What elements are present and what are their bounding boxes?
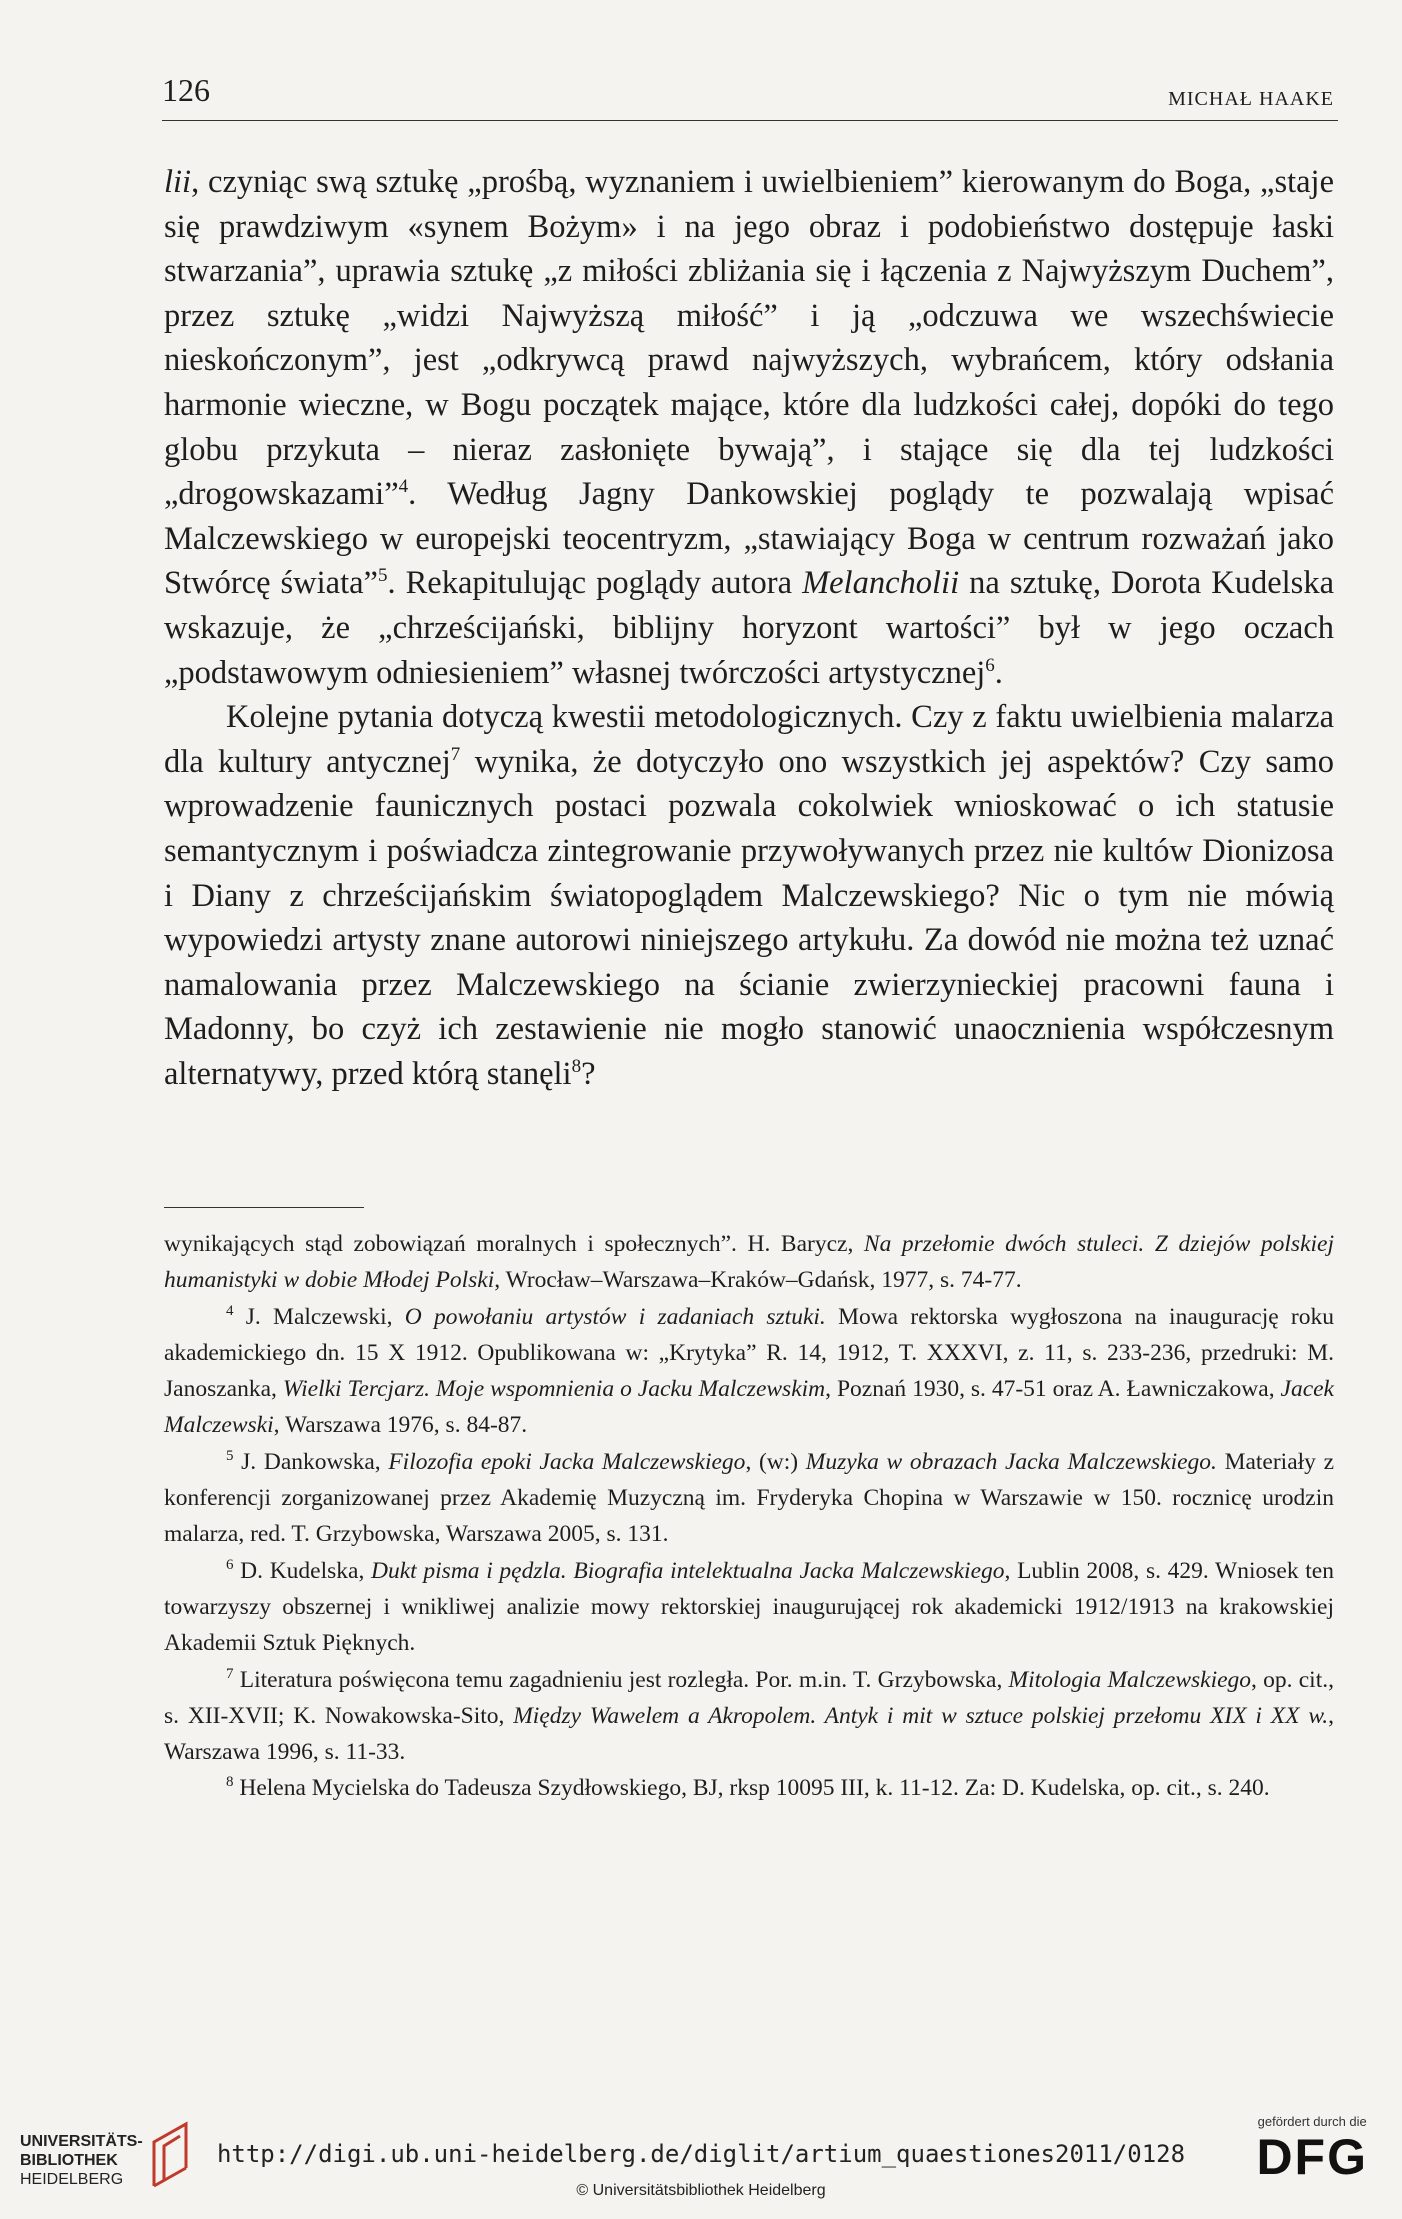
footnote-number: 4: [226, 1302, 234, 1319]
text-span: , (w:): [745, 1448, 806, 1475]
footnote-7: [164, 1662, 1334, 1771]
footnote-number: 6: [226, 1556, 234, 1573]
text-span: Muzyka w obrazach Jacka Malczewskiego.: [805, 1448, 1217, 1475]
text-span: Jacek Malczewski: [164, 1376, 1334, 1439]
footnote-number: 7: [226, 1665, 234, 1682]
dfg-logo[interactable]: [1256, 2114, 1368, 2185]
text-span: D. Kudelska,: [233, 1557, 372, 1584]
text-span: .: [994, 654, 1003, 691]
text-span: na sztukę, Dorota Kudelska wskazuje, że „chrześcijański, biblijny horyzont wartości” był w jego oczach „podstawowym odniesieniem” własnej twórczości artystycznej: [164, 565, 1334, 691]
footnote-ref-6[interactable]: 6: [985, 654, 995, 676]
dfg-wordmark: DFG: [1256, 2129, 1368, 2185]
text-span: Kolejne pytania dotyczą kwestii metodologicznych. Czy z faktu uwielbienia malarza dla kultury antycznej: [164, 699, 1334, 780]
footnote-rule: [164, 1207, 364, 1208]
text-span: lii: [164, 164, 192, 200]
text-span: , Warszawa 1976, s. 84-87.: [273, 1412, 528, 1439]
text-span: wynika, że dotyczyło ono wszystkich jej aspektów? Czy samo wprowadzenie faunicznych postaci pozwala cokolwiek wnioskować o ich statusie semantycznym i poświadcza zintegrowanie przywoływanych przez nie kultów Dionizosa i Diany z chrześcijańskim światopoglądem Malczewskiego? Nic o tym nie mówią wypowiedzi artysty znane autorowi niniejszego artykułu. Za dowód nie można też uznać namalowania przez Malczewskiego na ścianie zwierzynieckiej pracowni fauna i Madonny, bo czyż ich zestawienie nie mogło stanowić unaocznienia współczesnym alternatywy, przed którą stanęli: [164, 743, 1334, 1092]
footnotes: [164, 1226, 1334, 1807]
footnote-number: 8: [226, 1774, 234, 1791]
text-span: Dukt pisma i pędzla. Biografia intelektualna Jacka Malczewskiego: [371, 1557, 1005, 1584]
text-span: Na przełomie dwóch stuleci. Z dziejów polskiej humanistyki w dobie Młodej Polski: [164, 1231, 1334, 1294]
text-span: J. Dankowska,: [233, 1448, 389, 1475]
library-name-line1: UNIVERSITÄTS-: [20, 2133, 143, 2150]
text-span: , Poznań 1930, s. 47-51 oraz A. Ławniczakowa,: [825, 1376, 1281, 1403]
text-span: Helena Mycielska do Tadeusza Szydłowskiego, BJ, rksp 10095 III, k. 11-12. Za: D. Kudelska, op. cit., s. 240.: [233, 1775, 1270, 1802]
paragraph-2: [164, 695, 1334, 1096]
text-span: ?: [581, 1055, 596, 1092]
body-text: [164, 160, 1334, 1096]
footer-url-link[interactable]: http://digi.ub.uni-heidelberg.de/diglit/artium_quaestiones2011/0128: [216, 2140, 1186, 2168]
text-span: wynikających stąd zobowiązań moralnych i społecznych”. H. Barycz,: [164, 1231, 864, 1257]
text-span: . Rekapitulując poglądy autora: [387, 565, 803, 602]
header-rule: [162, 120, 1338, 121]
footnote-ref-7[interactable]: 7: [450, 743, 461, 765]
footnote-6: [164, 1553, 1334, 1662]
paragraph-1: [164, 160, 1334, 695]
text-span: O powołaniu artystów i zadaniach sztuki.: [404, 1303, 826, 1330]
footnote-ref-5[interactable]: 5: [377, 565, 388, 587]
text-span: Melancholii: [802, 565, 960, 602]
footnote-continuation: [164, 1226, 1334, 1299]
text-span: Między Wawelem a Akropolem. Antyk i mit w sztuce polskiej przełomu XIX i XX w.: [513, 1702, 1329, 1729]
footer-copyright: © Universitätsbibliothek Heidelberg: [576, 2182, 826, 2199]
text-span: , czyniąc swą sztukę „prośbą, wyznaniem i uwielbieniem” kierowanym do Boga, „staje się prawdziwym «synem Bożym» i na jego obraz i podobieństwo dostępuje łaski stwarzania”, uprawia sztukę „z miłości zbliżania się i łączenia z Najwyższym Duchem”, przez sztukę „widzi Najwyższą miłość” i ją „odczuwa we wszechświecie nieskończonym”, jest „odkrywcą prawd najwyższych, wybrańcem, który odsłania harmonie wieczne, w Bogu początek mające, które dla ludzkości całej, dopóki do tego globu przykuta – nieraz zasłonięte bywają”, i stające się dla tej ludzkości „drogowskazami”: [164, 164, 1334, 513]
text-span: Filozofia epoki Jacka Malczewskiego: [388, 1448, 746, 1475]
text-span: Materiały z konferencji zorganizowanej przez Akademię Muzyczną im. Fryderyka Chopina w Warszawie w 150. rocznicę urodzin malarza, red. T. Grzybowska, Warszawa 2005, s. 131.: [164, 1448, 1335, 1548]
footnote-4: [164, 1299, 1334, 1444]
text-span: . Według Jagny Dankowskiej poglądy te pozwalają wpisać Malczewskiego w europejski teocentryzm, „stawiający Boga w centrum rozważań jako Stwórcę świata”: [164, 476, 1334, 602]
footnote-number: 5: [226, 1447, 234, 1464]
library-name-line2: BIBLIOTHEK: [20, 2152, 118, 2169]
text-span: J. Malczewski,: [233, 1303, 405, 1330]
text-span: Literatura poświęcona temu zagadnieniu jest rozległa. Por. m.in. T. Grzybowska,: [233, 1666, 1009, 1693]
library-name-line3: HEIDELBERG: [20, 2171, 124, 2188]
text-span: Mowa rektorska wygłoszona na inaugurację roku akademickiego dn. 15 X 1912. Opublikowana w: „Krytyka” R. 14, 1912, T. XXXVI, z. 11, s. 233-236, przedruki: M. Janoszanka,: [164, 1303, 1335, 1403]
running-head: MICHAŁ HAAKE: [1168, 88, 1334, 110]
text-span: Wielki Tercjarz. Moje wspomnienia o Jacku Malczewskim: [282, 1376, 826, 1403]
footnote-ref-4[interactable]: 4: [398, 476, 409, 498]
footnote-ref-8[interactable]: 8: [571, 1055, 582, 1077]
page-number: 126: [162, 72, 210, 108]
footnote-5: [164, 1444, 1334, 1553]
text-span: , op. cit., s. XII-XVII; K. Nowakowska-Sito,: [164, 1666, 1334, 1729]
text-span: Mitologia Malczewskiego: [1008, 1666, 1252, 1693]
footnote-8: [164, 1770, 1334, 1806]
footer-bar: [0, 2100, 1402, 2219]
text-span: , Warszawa 1996, s. 11-33.: [164, 1702, 1334, 1766]
text-span: , Wrocław–Warszawa–Kraków–Gdańsk, 1977, s. 74-77.: [494, 1267, 1022, 1294]
funded-by-label: gefördert durch die: [1257, 2114, 1367, 2129]
text-span: , Lublin 2008, s. 429. Wniosek ten towarzyszy obszernej i wnikliwej analizie mowy rektorskiej inaugurującej rok akademicki 1912/1913 na krakowskiej Akademii Sztuk Pięknych.: [164, 1557, 1334, 1657]
